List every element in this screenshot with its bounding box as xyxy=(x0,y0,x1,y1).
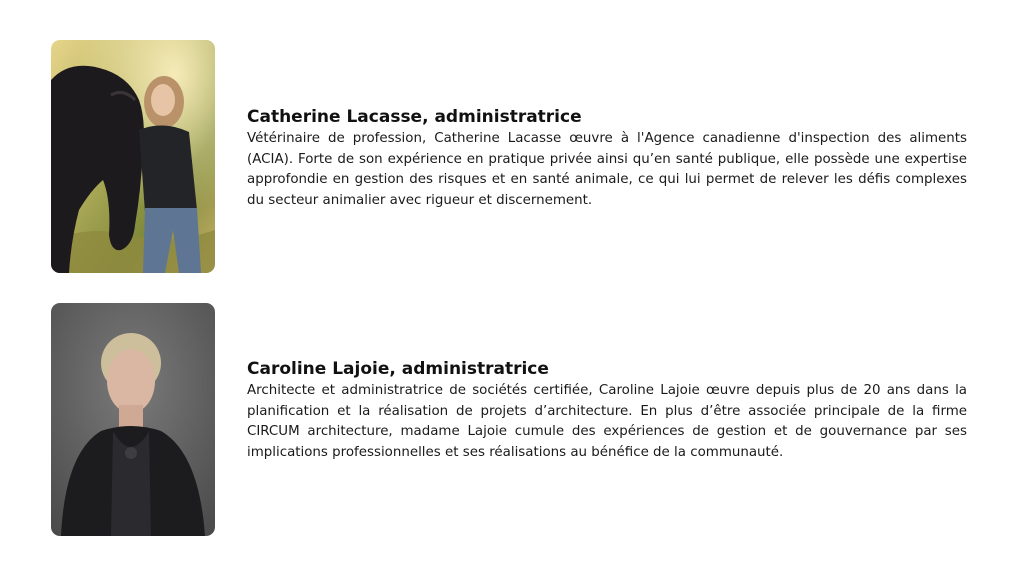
member-bio-catherine-lacasse xyxy=(247,107,967,211)
member-description: Vétérinaire de profession, Catherine Lacasse œuvre à l'Agence canadienne d'inspection des aliments (ACIA). Forte de son expérience en pratique privée ainsi qu’en santé publique, elle possède une expertise approfondie en gestion des risques et en santé animale, ce qui lui permet de relever les défis complexes du secteur animalier avec rigueur et discernement. xyxy=(247,131,967,208)
catherine-lacasse-photo xyxy=(51,40,215,273)
member-bio-caroline-lajoie xyxy=(247,359,967,463)
member-name: Catherine Lacasse, administratrice xyxy=(247,107,582,127)
member-name: Caroline Lajoie, administratrice xyxy=(247,359,549,379)
member-description: Architecte et administratrice de sociétés certifiée, Caroline Lajoie œuvre depuis plus de 20 ans dans la planification et la réalisation de projets d’architecture. En plus d’être associée principale de la firme CIRCUM architecture, madame Lajoie cumule des expériences de gestion et de gouvernance par ses implications professionnelles et ses réalisations au bénéfice de la communauté. xyxy=(247,383,967,460)
caroline-lajoie-photo xyxy=(51,303,215,536)
